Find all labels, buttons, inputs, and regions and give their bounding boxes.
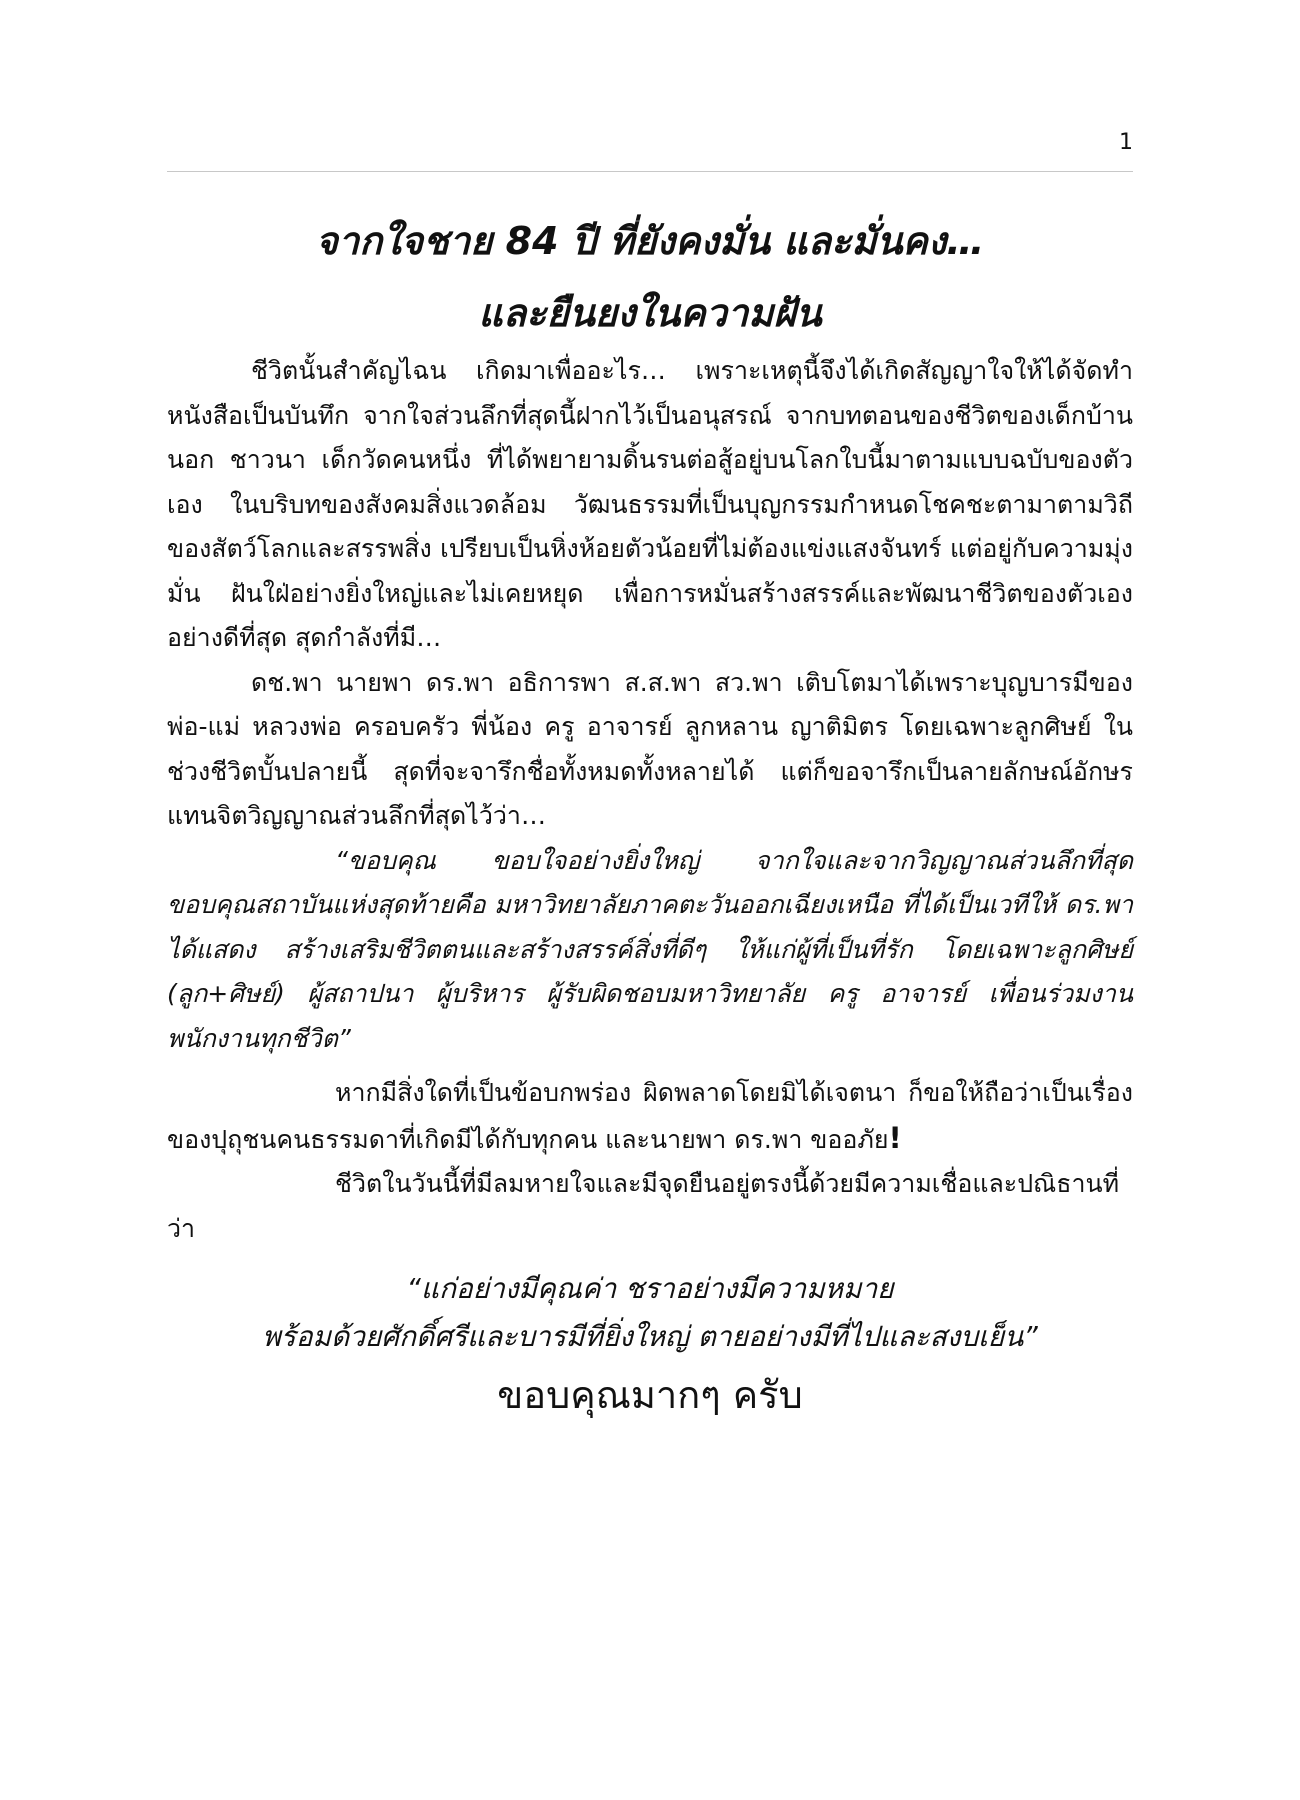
paragraph-apology (167, 1071, 1133, 1162)
paragraph-belief: ชีวิตในวันนี้ที่มีลมหายใจและมีจุดยืนอยู่ตรงนี้ด้วยมีความเชื่อและปณิธานที่ว่า (167, 1169, 1120, 1243)
paragraph-intro: ชีวิตนั้นสำคัญไฉน เกิดมาเพื่ออะไร… เพราะเหตุนี้จึงได้เกิดสัญญาใจให้ได้จัดทำหนังสือเป็นบันทึก จากใจส่วนลึกที่สุดนี้ฝากไว้เป็นอนุสรณ์ จากบทตอนของชีวิตของเด็กบ้านนอก ชาวนา เด็กวัดคนหนึ่ง ที่ได้พยายามดิ้นรนต่อสู้อยู่บนโลกใบนี้มาตามแบบฉบับของตัวเอง ในบริบทของสังคมสิ่งแวดล้อม วัฒนธรรมที่เป็นบุญกรรมกำหนดโชคชะตามาตามวิถีของสัตว์โลกและสรรพสิ่ง เปรียบเป็นหิ่งห้อยตัวน้อยที่ไม่ต้องแข่งแสงจันทร์ แต่อยู่กับความมุ่งมั่น ฝันใฝ่อย่างยิ่งใหญ่และไม่เคยหยุด เพื่อการหมั่นสร้างสรรค์และพัฒนาชีวิตของตัวเองอย่างดีที่สุด สุดกำลังที่มี… (167, 356, 1133, 652)
apology-exclamation: ! (888, 1120, 902, 1155)
page-number: 1 (1119, 130, 1133, 155)
title-line-1: จากใจชาย 84 ปี ที่ยังคงมั่น และมั่นคง… (315, 219, 985, 263)
document-title (167, 205, 1133, 349)
header-divider (167, 171, 1133, 172)
paragraph-gratitude: ดช.พา นายพา ดร.พา อธิการพา ส.ส.พา สว.พา เติบโตมาได้เพราะบุญบารมีของพ่อ-แม่ หลวงพ่อ ครอบครัว พี่น้อง ครู อาจารย์ ลูกหลาน ญาติมิตร โดยเฉพาะลูกศิษย์ ในช่วงชีวิตบั้นปลายนี้ สุดที่จะจารึกชื่อทั้งหมดทั้งหลายได้ แต่ก็ขอจารึกเป็นลายลักษณ์อักษรแทนจิตวิญญาณส่วนลึกที่สุดไว้ว่า… (167, 667, 1133, 830)
closing-thanks: ขอบคุณมากๆ ครับ (497, 1373, 803, 1417)
title-line-2: และยืนยงในความฝัน (478, 291, 822, 335)
quote-thanks: “ขอบคุณ ขอบใจอย่างยิ่งใหญ่ จากใจและจากวิญญาณส่วนลึกที่สุด ขอบคุณสถาบันแห่งสุดท้ายคือ มหาวิทยาลัยภาคตะวันออกเฉียงเหนือ ที่ได้เป็นเวทีให้ ดร.พา ได้แสดง สร้างเสริมชีวิตตนและสร้างสรรค์สิ่งที่ดีๆ ให้แก่ผู้ที่เป็นที่รัก โดยเฉพาะลูกศิษย์ (ลูก+ศิษย์) ผู้สถาปนา ผู้บริหาร ผู้รับผิดชอบมหาวิทยาลัย ครู อาจารย์ เพื่อนร่วมงาน พนักงานทุกชีวิต” (167, 845, 1133, 1053)
apology-text: หากมีสิ่งใดที่เป็นข้อบกพร่อง ผิดพลาดโดยมิได้เจตนา ก็ขอให้ถือว่าเป็นเรื่องของปุถุชนคนธรรมดาที่เกิดมีได้กับทุกคน และนายพา ดร.พา ขออภัย (167, 1078, 1133, 1154)
closing-motto (167, 1265, 1133, 1361)
document-body (167, 205, 1133, 1423)
motto-line-2: พร้อมด้วยศักดิ์ศรีและบารมีที่ยิ่งใหญ่ ตายอย่างมีที่ไปและสงบเย็น” (262, 1320, 1038, 1353)
motto-line-1: “แก่อย่างมีคุณค่า ชราอย่างมีความหมาย (406, 1272, 894, 1305)
